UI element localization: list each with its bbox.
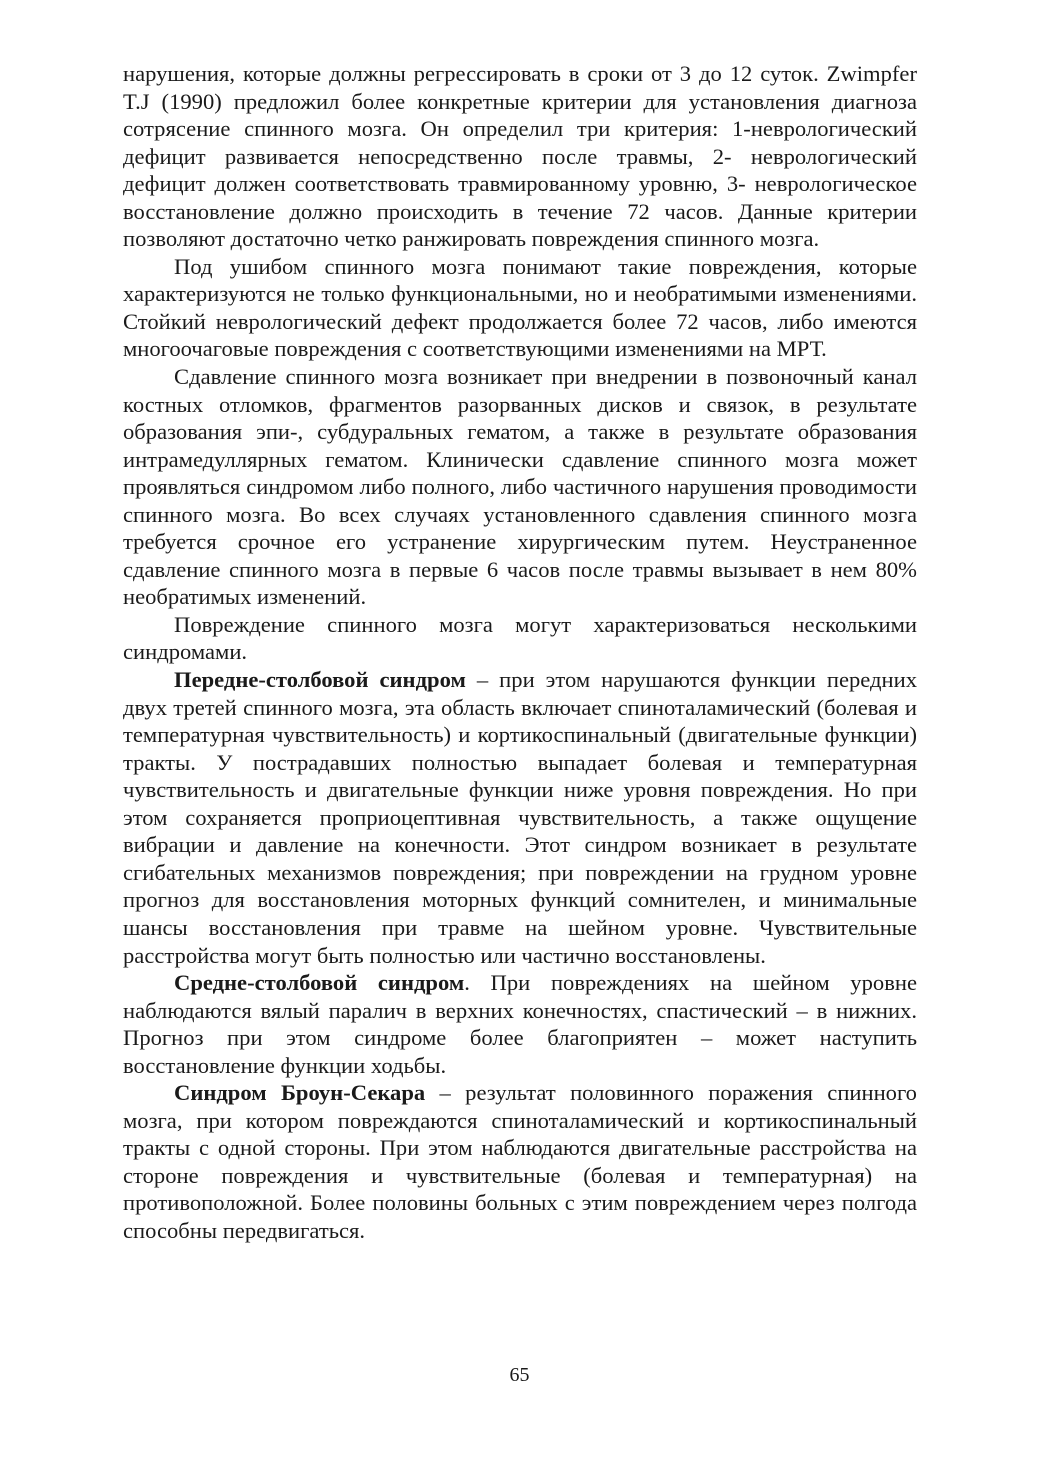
- paragraph-text: Под ушибом спинного мозга понимают такие повреждения, которые характеризуются не только функциональными, но и необратимыми изменениями. Стойкий неврологический дефект продолжается более 72 часов, либо имеются многоочаговые повреждения с соответствующими изменениями на МРТ.: [123, 253, 917, 362]
- paragraph-text: – при этом нарушаются функции передних двух третей спинного мозга, эта область включает спиноталамический (болевая и температурная чувствительность) и кортикоспинальный (двигательные функции) тракты. У пострадавших полностью выпадает болевая и температурная чувствительность и двигательные функции ниже уровня повреждения. Но при этом сохраняется проприоцептивная чувствительность, а также ощущение вибрации и давление на конечности. Этот синдром возникает в результате сгибательных механизмов повреждения; при повреждении на грудном уровне прогноз для восстановления моторных функций сомнителен, и минимальные шансы восстановления при травме на шейном уровне. Чувствительные расстройства могут быть полностью или частично восстановлены.: [123, 667, 917, 968]
- paragraph-brown-sequard-syndrome: [123, 1079, 917, 1244]
- paragraph-central-cord-syndrome: [123, 969, 917, 1079]
- paragraph-concussion-criteria: [123, 60, 917, 253]
- term-anterior-cord-syndrome: Передне-столбовой синдром: [174, 667, 466, 693]
- paragraph-text: – результат половинного поражения спинного мозга, при котором повреждаются спиноталамический и кортикоспинальный тракты с одной стороны. При этом наблюдаются двигательные расстройства на стороне повреждения и чувствительные (болевая и температурная) на противоположной. Более половины больных с этим повреждением через полгода способны передвигаться.: [123, 1080, 917, 1243]
- paragraph-anterior-cord-syndrome: [123, 666, 917, 969]
- term-central-cord-syndrome: Средне-столбовой синдром: [174, 970, 465, 996]
- paragraph-contusion: [123, 253, 917, 363]
- paragraph-text: Повреждение спинного мозга могут характеризоваться несколькими синдромами.: [123, 611, 917, 665]
- paragraph-syndromes-intro: [123, 611, 917, 666]
- paragraph-text: нарушения, которые должны регрессировать в сроки от 3 до 12 суток. Zwimpfer T.J (1990) предложил более конкретные критерии для установления диагноза сотрясение спинного мозга. Он определил три критерия: 1-неврологический дефицит развивается непосредственно после травмы, 2- неврологический дефицит должен соответствовать травмированному уровню, 3- неврологическое восстановление должно происходить в течение 72 часов. Данные критерии позволяют достаточно четко ранжировать повреждения спинного мозга.: [123, 61, 917, 252]
- paragraph-text: Сдавление спинного мозга возникает при внедрении в позвоночный канал костных отломков, фрагментов разорванных дисков и связок, в результате образования эпи-, субдуральных гематом, а также в результате образования интрамедуллярных гематом. Клинически сдавление спинного мозга может проявляться синдромом либо полного, либо частичного нарушения проводимости спинного мозга. Во всех случаях установленного сдавления спинного мозга требуется срочное его устранение хирургическим путем. Неустраненное сдавление спинного мозга в первые 6 часов после травмы вызывает в нем 80% необратимых изменений.: [123, 364, 917, 610]
- term-brown-sequard-syndrome: Синдром Броун-Секара: [174, 1080, 426, 1106]
- body-text: [123, 60, 917, 1245]
- paragraph-text: . При повреждениях на шейном уровне наблюдаются вялый паралич в верхних конечностях, спастический – в нижних. Прогноз при этом синдроме более благоприятен – может наступить восстановление функции ходьбы.: [123, 970, 917, 1078]
- page-number: 65: [509, 1364, 530, 1386]
- paragraph-compression: [123, 363, 917, 611]
